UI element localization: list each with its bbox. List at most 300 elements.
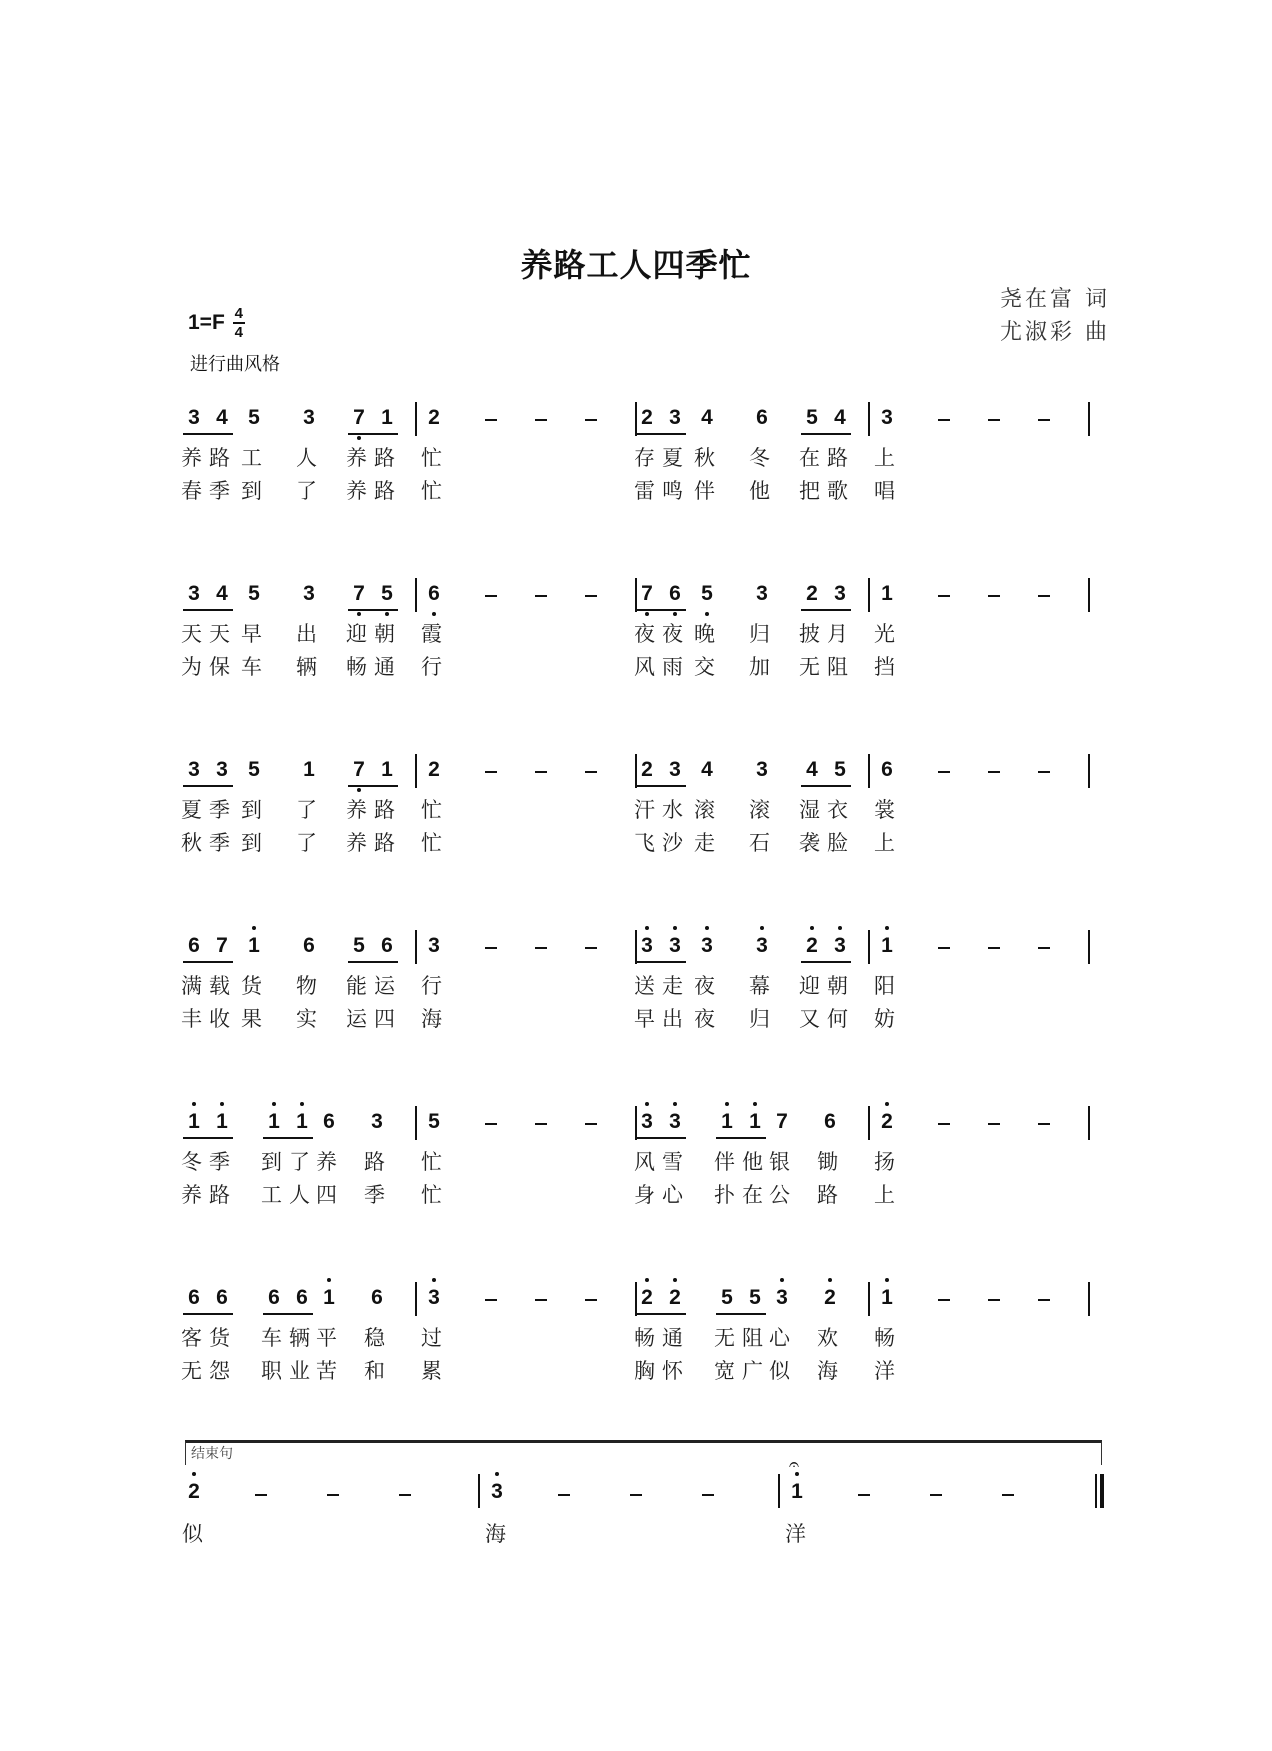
low-octave-dot: [357, 436, 361, 440]
dash: [485, 419, 497, 421]
dash: [858, 1494, 870, 1496]
eighth-beam: [636, 433, 686, 435]
eighth-beam: [801, 961, 851, 963]
note: 5: [834, 758, 846, 781]
dash: [988, 1123, 1000, 1125]
low-octave-dot: [357, 612, 361, 616]
note: 1: [788, 1480, 806, 1504]
lyric-char: 光: [874, 622, 895, 646]
note: 3: [428, 934, 440, 957]
lyric-char: 苦: [316, 1359, 337, 1383]
lyric-char: 人: [289, 1183, 310, 1207]
note: 2: [185, 1480, 203, 1504]
dash: [535, 1299, 547, 1301]
dash: [1038, 1299, 1050, 1301]
lyric-char: 似: [769, 1359, 790, 1383]
lyric-char: 春: [181, 479, 202, 503]
lyric-char: 实: [296, 1007, 317, 1031]
dash: [485, 595, 497, 597]
lyric-char: 养: [181, 446, 202, 470]
note: 7: [216, 934, 228, 957]
lyric-char: 唱: [874, 479, 895, 503]
lyric-char: 行: [421, 974, 442, 998]
barline: [635, 1282, 637, 1316]
note: 6: [381, 934, 393, 957]
eighth-beam: [636, 961, 686, 963]
lyric-char: 到: [241, 831, 262, 855]
key-signature: [188, 306, 245, 340]
note: 6: [188, 1286, 200, 1309]
note: 5: [248, 758, 260, 781]
lyric-char: 归: [749, 1007, 770, 1031]
lyric-char: 衣: [827, 798, 848, 822]
high-octave-dot: [810, 926, 814, 930]
note: 6: [756, 406, 768, 429]
lyric-char: 平: [316, 1326, 337, 1350]
barline: [1088, 754, 1090, 788]
note: 3: [216, 758, 228, 781]
barline: [635, 1106, 637, 1140]
dash: [988, 595, 1000, 597]
lyric-char: 稳: [364, 1326, 385, 1350]
lyric-char: 他: [749, 479, 770, 503]
dash: [988, 947, 1000, 949]
eighth-beam: [801, 785, 851, 787]
high-octave-dot: [673, 1278, 677, 1282]
note: 1: [293, 1110, 311, 1134]
eighth-beam: [183, 609, 233, 611]
note: 6: [425, 582, 443, 606]
credits: [1000, 283, 1110, 349]
lyric-char: 宽: [714, 1359, 735, 1383]
lyric-char: 养: [181, 1183, 202, 1207]
low-octave-dot: [357, 788, 361, 792]
high-octave-dot: [753, 1102, 757, 1106]
dash: [585, 771, 597, 773]
lyric-char: 扑: [714, 1183, 735, 1207]
lyric-char: 通: [374, 655, 395, 679]
note: 5: [721, 1286, 733, 1309]
lyric-char: 怨: [209, 1359, 230, 1383]
note: 2: [641, 758, 653, 781]
lyric-char: 他: [742, 1150, 763, 1174]
eighth-beam: [348, 609, 398, 611]
dash: [585, 1299, 597, 1301]
lyric-char: 行: [421, 655, 442, 679]
lyricist-credit: 尧在富 词: [1000, 287, 1110, 312]
eighth-beam: [183, 433, 233, 435]
lyric-char: 季: [209, 1150, 230, 1174]
lyric-char: 袭: [799, 831, 820, 855]
note: 3: [834, 582, 846, 605]
lyric-char: 过: [421, 1326, 442, 1350]
lyric-char: 丰: [181, 1007, 202, 1031]
note: 6: [824, 1110, 836, 1133]
lyric-char: 到: [241, 798, 262, 822]
dash: [1038, 947, 1050, 949]
lyric-char: 车: [241, 655, 262, 679]
eighth-beam: [801, 433, 851, 435]
lyric-char: 人: [296, 446, 317, 470]
dash: [1038, 595, 1050, 597]
key-text: 1=F: [188, 311, 225, 334]
barline: [415, 930, 417, 964]
note: 7: [350, 406, 368, 430]
note: 3: [303, 582, 315, 605]
lyric-char: 洋: [785, 1522, 806, 1546]
eighth-beam: [636, 1313, 686, 1315]
lyric-char: 送: [634, 974, 655, 998]
lyric-char: 累: [421, 1359, 442, 1383]
lyric-char: 客: [181, 1326, 202, 1350]
lyric-char: 运: [374, 974, 395, 998]
lyric-char: 养: [346, 446, 367, 470]
barline: [868, 402, 870, 436]
lyric-char: 早: [241, 622, 262, 646]
lyric-char: 忙: [421, 1183, 442, 1207]
lyric-char: 霞: [421, 622, 442, 646]
lyric-char: 风: [634, 1150, 655, 1174]
lyric-char: 夜: [694, 974, 715, 998]
dash: [535, 771, 547, 773]
lyric-char: 银: [769, 1150, 790, 1174]
note: 5: [378, 582, 396, 606]
barline: [415, 402, 417, 436]
note: 5: [428, 1110, 440, 1133]
lyric-char: 阻: [827, 655, 848, 679]
lyric-char: 怀: [662, 1359, 683, 1383]
lyric-char: 海: [485, 1522, 506, 1546]
high-octave-dot: [838, 926, 842, 930]
lyric-char: 广: [742, 1359, 763, 1383]
dash: [255, 1494, 267, 1496]
lyric-char: 车: [261, 1326, 282, 1350]
barline: [1088, 930, 1090, 964]
lyric-char: 为: [181, 655, 202, 679]
song-title: 养路工人四季忙: [520, 246, 752, 284]
dash: [988, 771, 1000, 773]
high-octave-dot: [705, 926, 709, 930]
eighth-beam: [801, 609, 851, 611]
lyric-char: 路: [817, 1183, 838, 1207]
note: 7: [350, 758, 368, 782]
high-octave-dot: [780, 1278, 784, 1282]
note: 3: [756, 758, 768, 781]
dash: [702, 1494, 714, 1496]
lyric-char: 冬: [749, 446, 770, 470]
note: 5: [806, 406, 818, 429]
note: 5: [248, 406, 260, 429]
final-barline: [1100, 1474, 1104, 1508]
lyric-char: 季: [209, 479, 230, 503]
high-octave-dot: [828, 1278, 832, 1282]
lyric-char: 养: [346, 831, 367, 855]
lyric-char: 畅: [874, 1326, 895, 1350]
lyric-char: 夏: [662, 446, 683, 470]
lyric-char: 披: [799, 622, 820, 646]
note: 4: [834, 406, 846, 429]
lyric-char: 天: [209, 622, 230, 646]
tempo-style: 进行曲风格: [190, 354, 280, 375]
lyric-char: 扬: [874, 1150, 895, 1174]
barline: [868, 1106, 870, 1140]
note: 5: [353, 934, 365, 957]
dash: [1002, 1494, 1014, 1496]
note: 5: [749, 1286, 761, 1309]
note: 2: [641, 406, 653, 429]
lyric-char: 胸: [634, 1359, 655, 1383]
note: 2: [806, 582, 818, 605]
dash: [585, 947, 597, 949]
dash: [938, 1123, 950, 1125]
high-octave-dot: [673, 1102, 677, 1106]
note: 6: [216, 1286, 228, 1309]
lyric-char: 夜: [662, 622, 683, 646]
lyric-char: 飞: [634, 831, 655, 855]
dash: [930, 1494, 942, 1496]
lyric-char: 养: [346, 479, 367, 503]
lyric-char: 何: [827, 1007, 848, 1031]
lyric-char: 在: [799, 446, 820, 470]
note: 6: [303, 934, 315, 957]
lyric-char: 满: [181, 974, 202, 998]
lyric-char: 阻: [742, 1326, 763, 1350]
barline: [868, 1282, 870, 1316]
dash: [399, 1494, 411, 1496]
note: 2: [821, 1286, 839, 1310]
lyric-char: 果: [241, 1007, 262, 1031]
note: 3: [638, 934, 656, 958]
eighth-beam: [183, 1313, 233, 1315]
eighth-beam: [716, 1313, 766, 1315]
lyric-char: 忙: [421, 831, 442, 855]
high-octave-dot: [272, 1102, 276, 1106]
lyric-char: 保: [209, 655, 230, 679]
dash: [1038, 1123, 1050, 1125]
note: 3: [371, 1110, 383, 1133]
high-octave-dot: [725, 1102, 729, 1106]
lyric-char: 畅: [346, 655, 367, 679]
note: 7: [638, 582, 656, 606]
lyric-char: 走: [662, 974, 683, 998]
lyric-char: 身: [634, 1183, 655, 1207]
note: 6: [666, 582, 684, 606]
dash: [988, 419, 1000, 421]
barline: [1088, 1282, 1090, 1316]
note: 3: [666, 934, 684, 958]
final-barline: [1095, 1474, 1097, 1508]
barline: [635, 930, 637, 964]
dash: [938, 947, 950, 949]
high-octave-dot: [252, 926, 256, 930]
note: 2: [428, 406, 440, 429]
lyric-char: 幕: [749, 974, 770, 998]
lyric-char: 忙: [421, 798, 442, 822]
eighth-beam: [348, 961, 398, 963]
lyric-char: 路: [364, 1150, 385, 1174]
note: 3: [666, 1110, 684, 1134]
dash: [938, 419, 950, 421]
note: 3: [756, 582, 768, 605]
low-octave-dot: [645, 612, 649, 616]
barline: [635, 754, 637, 788]
lyric-char: 货: [209, 1326, 230, 1350]
lyric-char: 归: [749, 622, 770, 646]
dash: [1038, 419, 1050, 421]
lyric-char: 雷: [634, 479, 655, 503]
lyric-char: 通: [662, 1326, 683, 1350]
note: 3: [425, 1286, 443, 1310]
note: 4: [701, 758, 713, 781]
lyric-char: 风: [634, 655, 655, 679]
note: 2: [878, 1110, 896, 1134]
lyric-char: 职: [261, 1359, 282, 1383]
lyric-char: 伴: [694, 479, 715, 503]
note: 1: [303, 758, 315, 781]
note: 2: [428, 758, 440, 781]
lyric-char: 到: [241, 479, 262, 503]
lyric-char: 到: [261, 1150, 282, 1174]
lyric-char: 收: [209, 1007, 230, 1031]
lyric-char: 物: [296, 974, 317, 998]
lyric-char: 季: [364, 1183, 385, 1207]
dash: [535, 1123, 547, 1125]
dash: [535, 595, 547, 597]
note: 2: [638, 1286, 656, 1310]
barline: [1088, 1106, 1090, 1140]
note: 1: [245, 934, 263, 958]
barline: [635, 578, 637, 612]
lyric-char: 雨: [662, 655, 683, 679]
eighth-beam: [636, 1137, 686, 1139]
note: 2: [803, 934, 821, 958]
note: 3: [188, 582, 200, 605]
lyric-char: 路: [374, 479, 395, 503]
high-octave-dot: [645, 1278, 649, 1282]
lyric-char: 走: [694, 831, 715, 855]
note: 1: [746, 1110, 764, 1134]
lyric-char: 上: [874, 831, 895, 855]
lyric-char: 阳: [874, 974, 895, 998]
barline: [415, 578, 417, 612]
dash: [585, 419, 597, 421]
note: 4: [701, 406, 713, 429]
note: 1: [881, 582, 893, 605]
eighth-beam: [183, 1137, 233, 1139]
eighth-beam: [716, 1137, 766, 1139]
lyric-char: 朝: [827, 974, 848, 998]
lyric-char: 四: [374, 1007, 395, 1031]
lyric-char: 运: [346, 1007, 367, 1031]
lyric-char: 天: [181, 622, 202, 646]
note: 1: [381, 406, 393, 429]
ending-bracket: [185, 1440, 1102, 1465]
eighth-beam: [263, 1137, 313, 1139]
lyric-char: 秋: [181, 831, 202, 855]
lyric-char: 沙: [662, 831, 683, 855]
lyric-char: 路: [827, 446, 848, 470]
lyric-char: 夜: [634, 622, 655, 646]
lyric-char: 汗: [634, 798, 655, 822]
lyric-char: 存: [634, 446, 655, 470]
lyric-char: 公: [769, 1183, 790, 1207]
dash: [585, 1123, 597, 1125]
note: 1: [265, 1110, 283, 1134]
note: 3: [638, 1110, 656, 1134]
lyric-char: 裳: [874, 798, 895, 822]
lyric-char: 季: [209, 831, 230, 855]
eighth-beam: [183, 961, 233, 963]
note: 5: [248, 582, 260, 605]
lyric-char: 工: [241, 446, 262, 470]
dash: [585, 595, 597, 597]
lyric-char: 季: [209, 798, 230, 822]
lyric-char: 能: [346, 974, 367, 998]
note: 3: [881, 406, 893, 429]
note: 7: [776, 1110, 788, 1133]
lyric-char: 载: [209, 974, 230, 998]
note: 1: [320, 1286, 338, 1310]
lyric-char: 无: [181, 1359, 202, 1383]
high-octave-dot: [220, 1102, 224, 1106]
barline: [868, 754, 870, 788]
lyric-char: 工: [261, 1183, 282, 1207]
lyric-char: 早: [634, 1007, 655, 1031]
lyric-char: 忙: [421, 479, 442, 503]
lyric-char: 水: [662, 798, 683, 822]
eighth-beam: [348, 785, 398, 787]
low-octave-dot: [673, 612, 677, 616]
lyric-char: 货: [241, 974, 262, 998]
lyric-char: 出: [296, 622, 317, 646]
note: 3: [303, 406, 315, 429]
high-octave-dot: [645, 926, 649, 930]
note: 1: [381, 758, 393, 781]
fermata-icon: 𝄐: [789, 1454, 800, 1475]
eighth-beam: [636, 785, 686, 787]
lyric-char: 无: [714, 1326, 735, 1350]
lyric-char: 无: [799, 655, 820, 679]
lyric-char: 了: [296, 831, 317, 855]
barline: [478, 1474, 480, 1508]
composer-credit: 尤淑彩 曲: [1000, 320, 1110, 345]
barline: [1088, 402, 1090, 436]
dash: [988, 1299, 1000, 1301]
dash: [535, 419, 547, 421]
lyric-char: 挡: [874, 655, 895, 679]
dash: [558, 1494, 570, 1496]
note: 2: [666, 1286, 684, 1310]
dash: [485, 947, 497, 949]
note: 3: [753, 934, 771, 958]
lyric-char: 出: [662, 1007, 683, 1031]
high-octave-dot: [192, 1472, 196, 1476]
barline: [778, 1474, 780, 1508]
note: 3: [669, 758, 681, 781]
lyric-char: 上: [874, 446, 895, 470]
eighth-beam: [183, 785, 233, 787]
note: 4: [806, 758, 818, 781]
high-octave-dot: [300, 1102, 304, 1106]
lyric-char: 朝: [374, 622, 395, 646]
note: 3: [831, 934, 849, 958]
dash: [485, 1299, 497, 1301]
note: 6: [188, 934, 200, 957]
high-octave-dot: [673, 926, 677, 930]
lyric-char: 欢: [817, 1326, 838, 1350]
note: 3: [488, 1480, 506, 1504]
lyric-char: 路: [374, 831, 395, 855]
